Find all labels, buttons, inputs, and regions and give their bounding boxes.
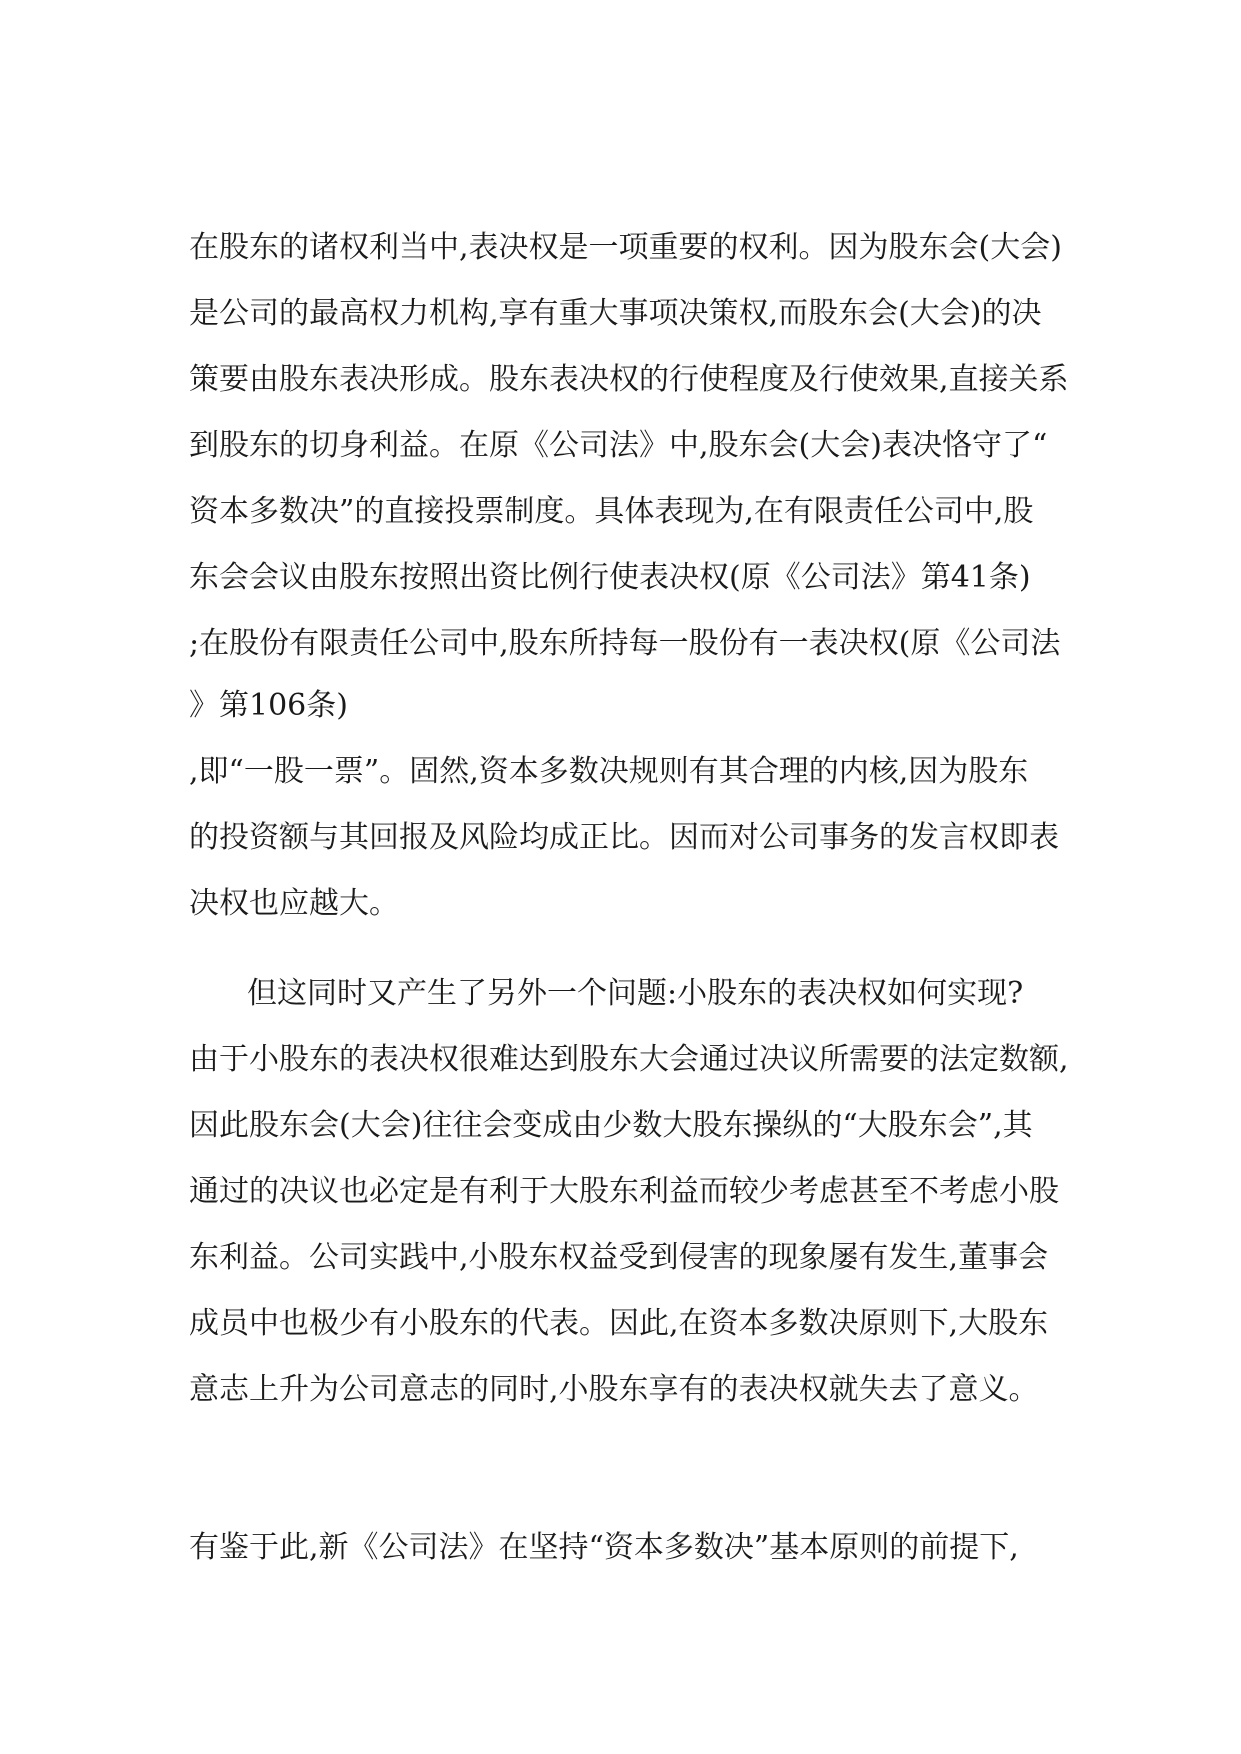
text-line: 有鉴于此,新《公司法》在坚持“资本多数决”基本原则的前提下, [189,1530,1019,1565]
text-line: 》第106条) [189,688,348,723]
text-line: 的投资额与其回报及风险均成正比。因而对公司事务的发言权即表 [189,820,1059,855]
text-line: 通过的决议也必定是有利于大股东利益而较少考虑甚至不考虑小股 [189,1174,1059,1209]
text-line: 策要由股东表决形成。股东表决权的行使程度及行使效果,直接关系 [189,362,1069,397]
text-line: 资本多数决”的直接投票制度。具体表现为,在有限责任公司中,股 [189,494,1034,529]
text-line: 东会会议由股东按照出资比例行使表决权(原《公司法》第41条) [189,560,1031,595]
text-line: 因此股东会(大会)往往会变成由少数大股东操纵的“大股东会”,其 [189,1108,1033,1143]
text-line: ;在股份有限责任公司中,股东所持每一股份有一表决权(原《公司法 [189,626,1061,661]
text-line: 是公司的最高权力机构,享有重大事项决策权,而股东会(大会)的决 [189,296,1042,331]
text-line: 由于小股东的表决权很难达到股东大会通过决议所需要的法定数额, [189,1042,1069,1077]
text-line: 意志上升为公司意志的同时,小股东享有的表决权就失去了意义。 [189,1372,1039,1407]
text-line: 但这同时又产生了另外一个问题:小股东的表决权如何实现? [247,976,1024,1011]
text-line: ,即“一股一票”。固然,资本多数决规则有其合理的内核,因为股东 [189,754,1029,789]
text-line: 到股东的切身利益。在原《公司法》中,股东会(大会)表决恪守了“ [189,428,1048,463]
text-line: 在股东的诸权利当中,表决权是一项重要的权利。因为股东会(大会) [189,230,1062,265]
text-line: 东利益。公司实践中,小股东权益受到侵害的现象屡有发生,董事会 [189,1240,1049,1275]
text-line: 决权也应越大。 [189,886,399,921]
text-line: 成员中也极少有小股东的代表。因此,在资本多数决原则下,大股东 [189,1306,1049,1341]
